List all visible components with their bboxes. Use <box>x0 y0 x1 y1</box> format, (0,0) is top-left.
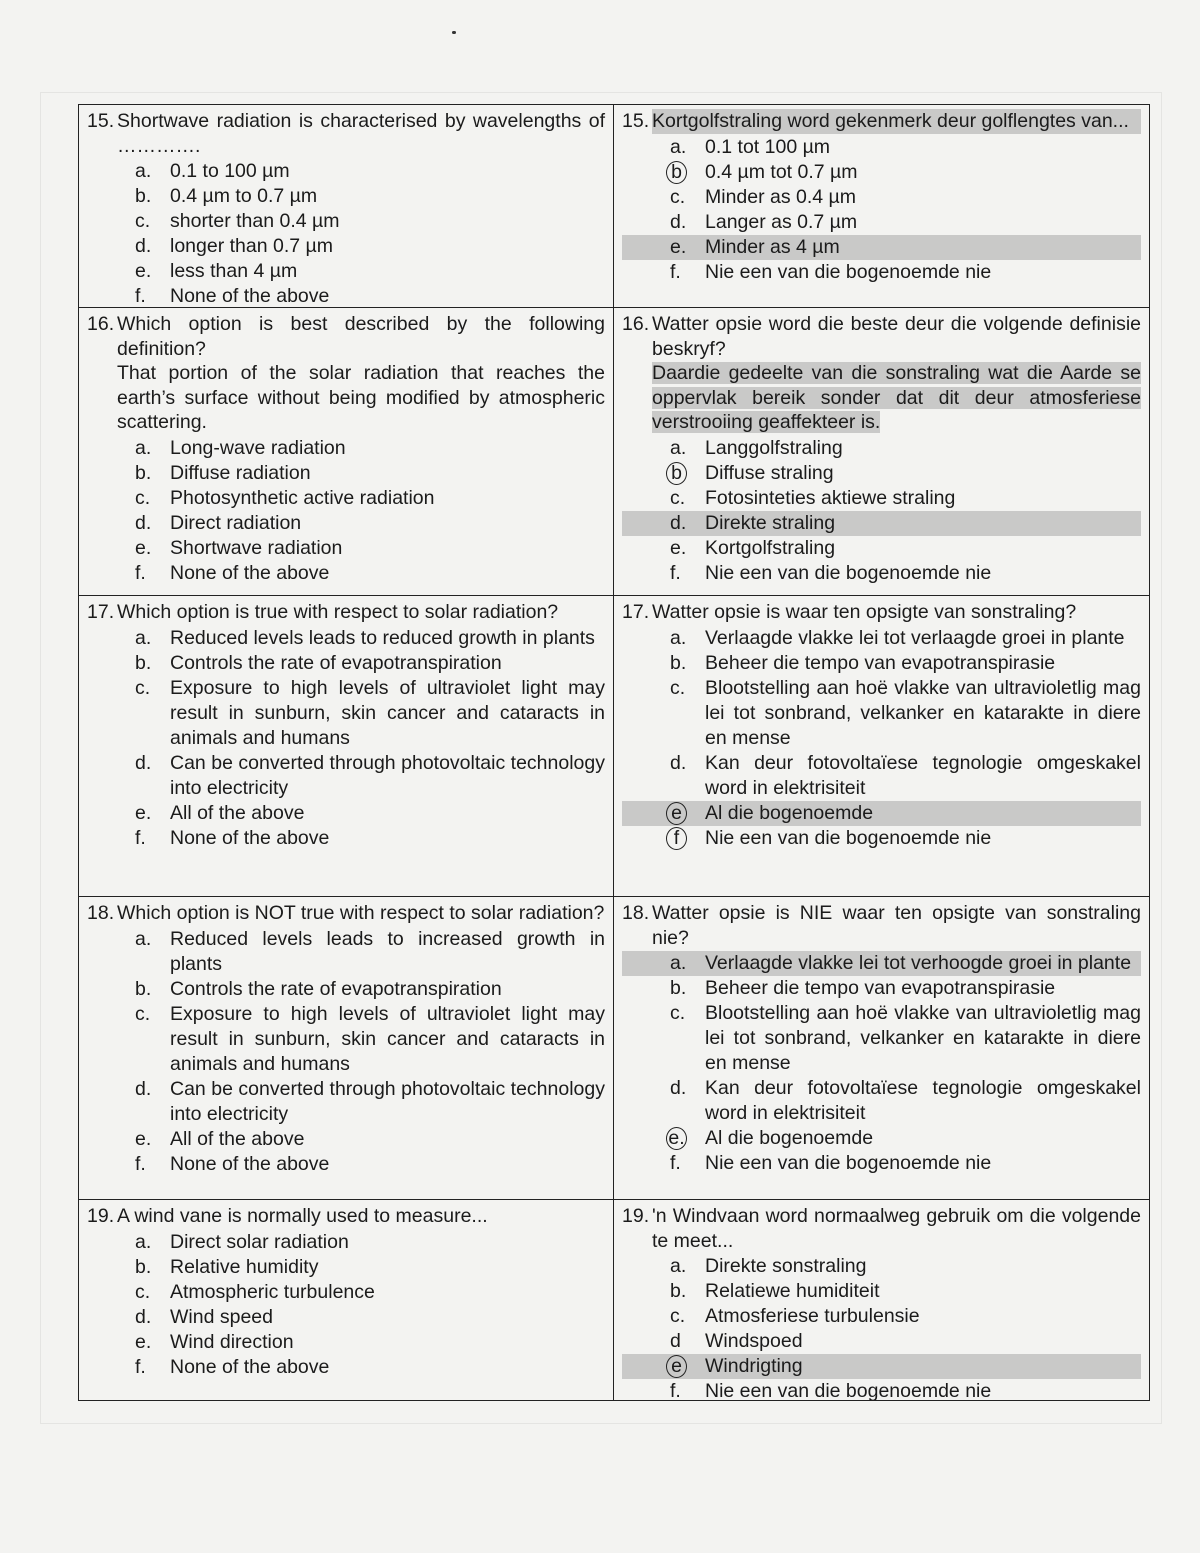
definition-text: That portion of the solar radiation that reaches the earth’s surface without being modified by atmospheric scattering. <box>117 362 605 433</box>
english-column <box>79 596 614 896</box>
question-number: 16. <box>622 313 650 335</box>
circled-letter: e <box>666 802 687 825</box>
option-d[interactable]: d. Langer as 0.7 µm <box>670 210 858 233</box>
option-a[interactable]: a. Reduced levels leads to reduced growth in plants <box>135 626 595 649</box>
option-a[interactable]: a. Verlaagde vlakke lei tot verlaagde groei in plante <box>670 626 1125 649</box>
question-text: Shortwave radiation is characterised by wavelengths of …………. <box>117 110 605 157</box>
circled-letter: b <box>666 462 687 485</box>
option-e-circled-highlighted[interactable]: e Windrigting <box>622 1354 1141 1379</box>
option-e[interactable]: e. All of the above <box>135 801 305 824</box>
question-row-15 <box>79 105 1149 308</box>
english-column <box>79 1200 614 1400</box>
option-f[interactable]: f. None of the above <box>135 1152 330 1175</box>
option-list <box>87 436 605 586</box>
question-number: 17. <box>622 601 650 623</box>
option-d[interactable]: d. Direct radiation <box>135 511 302 534</box>
question-row-18 <box>79 897 1149 1200</box>
english-column <box>79 897 614 1199</box>
option-f-circled[interactable]: f Nie een van die bogenoemde nie <box>622 826 1141 851</box>
option-a[interactable]: a. Long-wave radiation <box>135 436 346 459</box>
question-text: 'n Windvaan word normaalweg gebruik om die volgende te meet... <box>652 1205 1141 1252</box>
question-row-16 <box>79 308 1149 596</box>
option-list <box>622 1254 1141 1400</box>
question-number: 17. <box>87 601 115 623</box>
option-c[interactable]: c. Exposure to high levels of ultraviolet light may result in sunburn, skin cancer and cataracts in animals and humans <box>135 1002 605 1075</box>
option-list <box>622 436 1141 586</box>
afrikaans-column <box>614 105 1149 307</box>
option-list <box>87 626 605 851</box>
question-text-highlighted: Kortgolfstraling word gekenmerk deur golflengtes van... <box>652 109 1141 134</box>
speck-mark <box>452 31 456 34</box>
afrikaans-column <box>614 308 1149 595</box>
option-c[interactable]: c. Blootstelling aan hoë vlakke van ultravioletlig mag lei tot sonbrand, velkanker en katarakte in diere en mense <box>670 676 1141 749</box>
option-b[interactable]: b. Diffuse radiation <box>135 461 311 484</box>
option-a[interactable]: a. Langgolfstraling <box>670 436 843 459</box>
circled-letter: b <box>666 161 687 184</box>
question-row-19 <box>79 1200 1149 1400</box>
english-column <box>79 105 614 307</box>
option-b-circled[interactable]: b 0.4 µm tot 0.7 µm <box>622 160 1141 185</box>
option-d[interactable]: d. Kan deur fotovoltaïese tegnologie omgeskakel word in elektrisiteit <box>670 1077 1141 1124</box>
question-text: Watter opsie word die beste deur die volgende definisie beskryf? <box>652 313 1141 360</box>
question-number: 19. <box>87 1205 115 1227</box>
question-number: 15. <box>622 110 650 132</box>
option-e[interactable]: e. Wind direction <box>135 1330 294 1353</box>
option-list <box>622 951 1141 1176</box>
option-f[interactable]: f. Nie een van die bogenoemde nie <box>670 1152 992 1174</box>
option-d[interactable]: d. Can be converted through photovoltaic technology into electricity <box>135 1077 605 1125</box>
option-a[interactable]: a. Direct solar radiation <box>135 1230 349 1253</box>
option-b[interactable]: b. Relative humidity <box>135 1255 319 1278</box>
option-e-highlighted[interactable]: e. Minder as 4 µm <box>622 235 1141 260</box>
option-list <box>87 1230 605 1380</box>
question-text: Watter opsie is NIE waar ten opsigte van sonstraling nie? <box>652 902 1141 949</box>
option-list <box>87 927 605 1177</box>
question-text: Which option is best described by the following definition? <box>117 313 605 360</box>
option-e[interactable]: e. All of the above <box>135 1127 305 1150</box>
definition-text-highlighted: Daardie gedeelte van die sonstraling wat die Aarde se oppervlak bereik sonder dat dit deur atmosferiese verstrooiing geaffekteer is. <box>652 362 1141 433</box>
question-text: Which option is true with respect to solar radiation? <box>117 601 559 623</box>
english-column <box>79 308 614 595</box>
option-f[interactable]: f. None of the above <box>135 826 330 849</box>
option-c[interactable]: c. Photosynthetic active radiation <box>135 486 435 509</box>
question-row-17 <box>79 596 1149 897</box>
option-f[interactable]: f. Nie een van die bogenoemde nie <box>670 1380 992 1400</box>
question-text: A wind vane is normally used to measure... <box>117 1205 488 1227</box>
option-c[interactable]: c. Atmosferiese turbulensie <box>670 1305 920 1327</box>
option-b[interactable]: b. Controls the rate of evapotranspiration <box>135 977 502 1000</box>
question-number: 18. <box>622 902 650 924</box>
option-list <box>622 626 1141 851</box>
option-list <box>87 159 605 307</box>
circled-letter: e <box>666 1355 687 1378</box>
option-f[interactable]: f. None of the above <box>135 1355 330 1378</box>
option-d-highlighted[interactable]: d. Direkte straling <box>622 511 1141 536</box>
question-number: 16. <box>87 313 115 335</box>
question-number: 15. <box>87 110 115 132</box>
option-b[interactable]: b. 0.4 µm to 0.7 µm <box>135 185 318 207</box>
option-e[interactable]: e. Shortwave radiation <box>135 536 343 559</box>
option-e-circled[interactable]: e. Al die bogenoemde <box>622 1126 1141 1151</box>
option-d[interactable]: d. Can be converted through photovoltaic technology into electricity <box>135 751 605 799</box>
option-e[interactable]: e. less than 4 µm <box>135 260 298 282</box>
option-list <box>622 135 1141 285</box>
option-b[interactable]: b. Beheer die tempo van evapotranspirasie <box>670 977 1056 999</box>
option-d[interactable]: d. longer than 0.7 µm <box>135 235 333 257</box>
option-c[interactable]: c. shorter than 0.4 µm <box>135 210 340 232</box>
option-d[interactable]: d. Wind speed <box>135 1305 273 1328</box>
option-e[interactable]: e. Kortgolfstraling <box>670 536 836 559</box>
option-c[interactable]: c. Atmospheric turbulence <box>135 1280 375 1303</box>
question-text: Which option is NOT true with respect to solar radiation? <box>117 902 605 924</box>
option-b[interactable]: b. Controls the rate of evapotranspiration <box>135 651 502 674</box>
option-a[interactable]: a. 0.1 tot 100 µm <box>670 135 831 158</box>
option-f[interactable]: f. Nie een van die bogenoemde nie <box>670 561 992 584</box>
option-f[interactable]: f. None of the above <box>135 285 330 307</box>
option-f[interactable]: f. Nie een van die bogenoemde nie <box>670 260 992 283</box>
option-b[interactable]: b. Beheer die tempo van evapotranspirasie <box>670 651 1056 674</box>
option-c[interactable]: c. Blootstelling aan hoë vlakke van ultravioletlig mag lei tot sonbrand, velkanker en katarakte in diere en mense <box>670 1002 1141 1074</box>
circled-letter: e. <box>666 1127 687 1150</box>
option-a[interactable]: a. Reduced levels leads to increased growth in plants <box>135 927 605 975</box>
question-number: 19. <box>622 1205 650 1227</box>
option-b[interactable]: b. Relatiewe humiditeit <box>670 1280 880 1302</box>
option-e-circled-highlighted[interactable]: e Al die bogenoemde <box>622 801 1141 826</box>
option-d-struck[interactable]: d Windspoed <box>670 1330 803 1352</box>
option-a-highlighted[interactable]: a. Verlaagde vlakke lei tot verhoogde groei in plante <box>622 951 1141 976</box>
option-b-circled[interactable]: b Diffuse straling <box>622 461 1141 486</box>
question-number: 18. <box>87 902 115 924</box>
option-a[interactable]: a. Direkte sonstraling <box>670 1255 867 1277</box>
afrikaans-column <box>614 897 1149 1199</box>
option-c[interactable]: c. Fotosinteties aktiewe straling <box>670 486 956 509</box>
afrikaans-column <box>614 596 1149 896</box>
circled-letter: f <box>666 827 687 850</box>
afrikaans-column <box>614 1200 1149 1400</box>
option-a[interactable]: a. 0.1 to 100 µm <box>135 160 290 182</box>
option-d[interactable]: d. Kan deur fotovoltaïese tegnologie omgeskakel word in elektrisiteit <box>670 751 1141 799</box>
option-c[interactable]: c. Exposure to high levels of ultraviolet light may result in sunburn, skin cancer and cataracts in animals and humans <box>135 676 605 749</box>
question-table <box>78 104 1150 1401</box>
option-f[interactable]: f. None of the above <box>135 561 330 584</box>
option-c[interactable]: c. Minder as 0.4 µm <box>670 185 857 208</box>
question-text: Watter opsie is waar ten opsigte van sonstraling? <box>652 601 1077 623</box>
